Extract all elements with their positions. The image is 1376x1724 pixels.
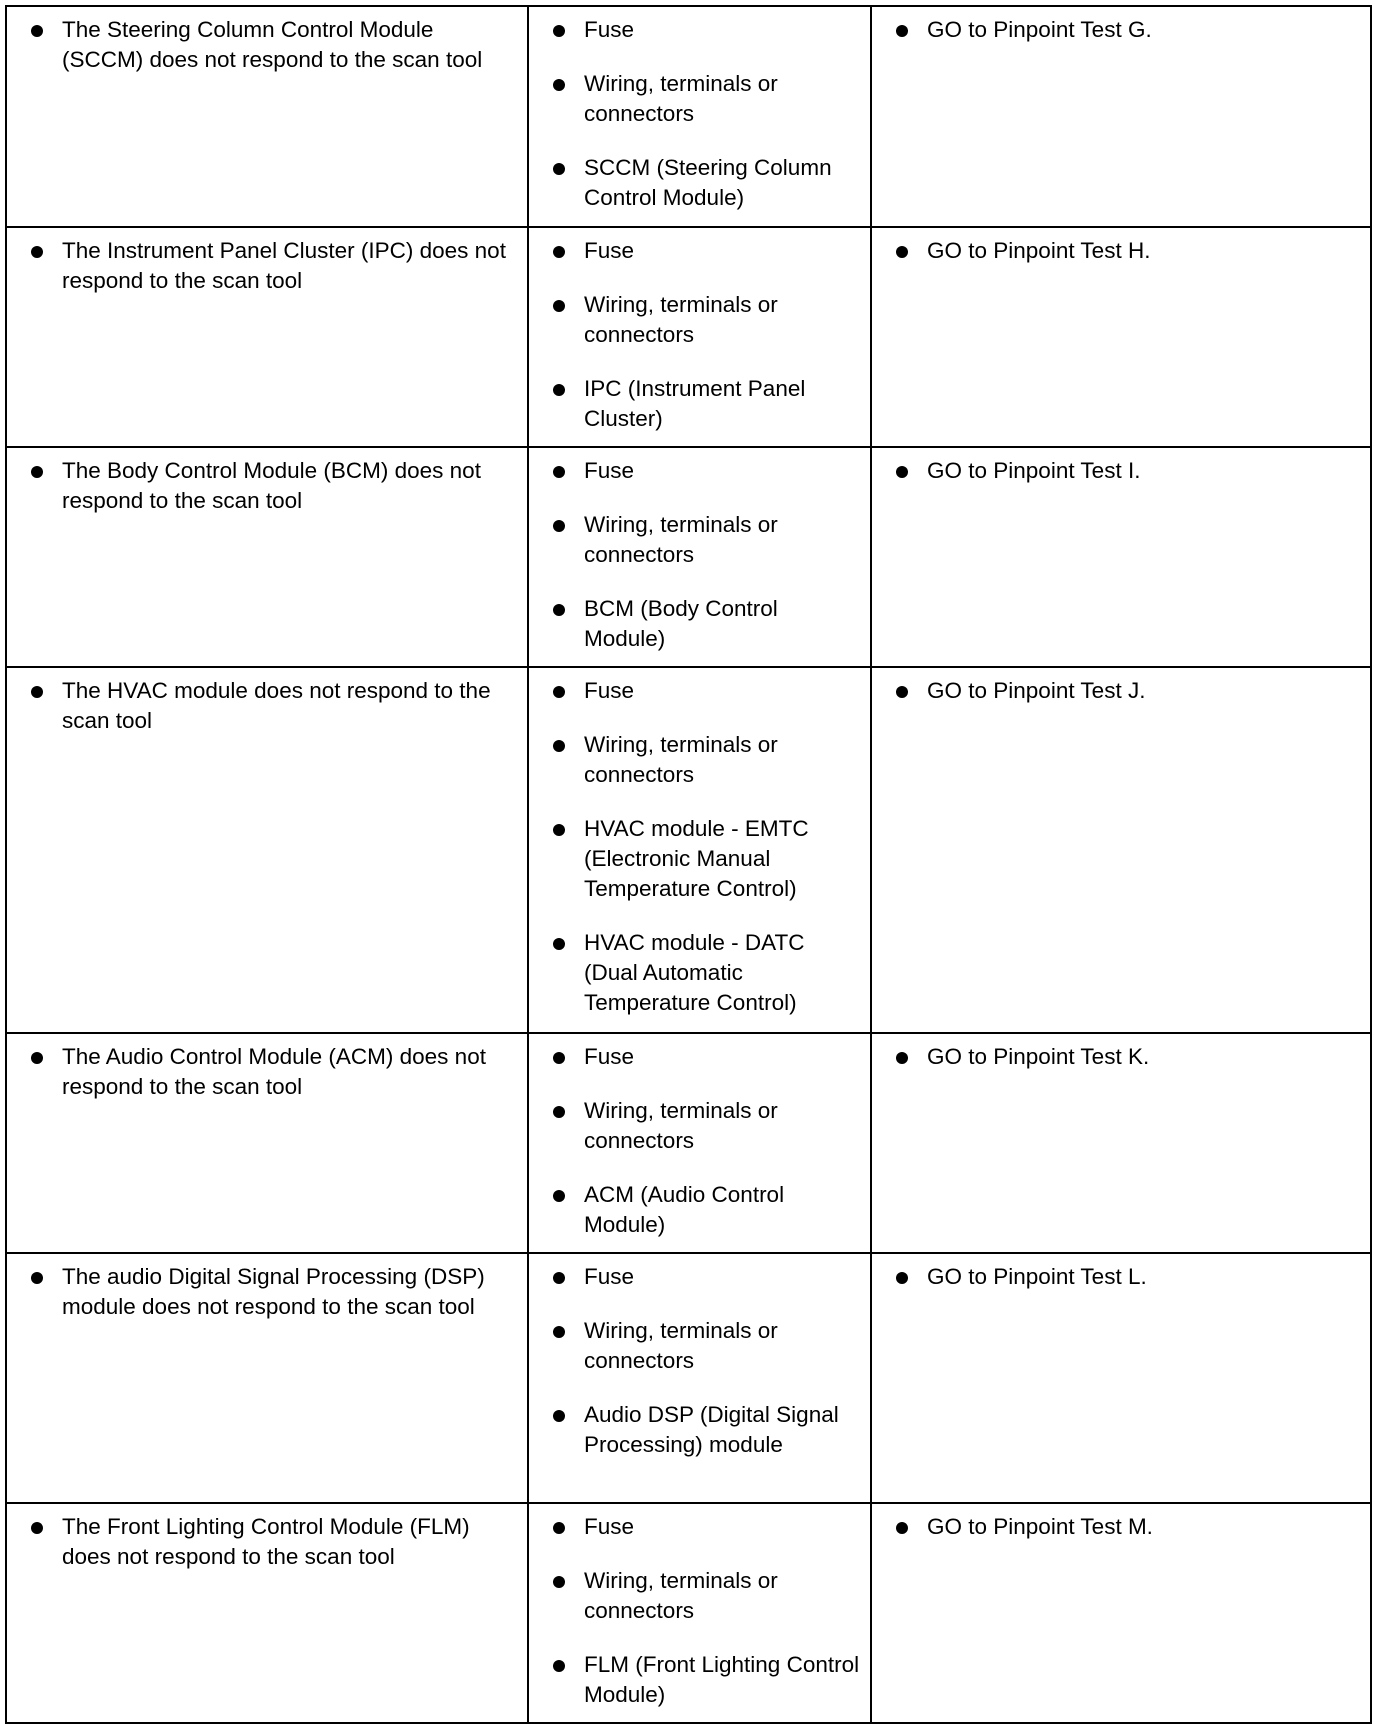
action-text: GO to Pinpoint Test J. bbox=[894, 676, 1360, 706]
condition-text: The Steering Column Control Module (SCCM) does not respond to the scan tool bbox=[29, 15, 517, 75]
source-item: BCM (Body Control Module) bbox=[551, 594, 860, 654]
condition-cell bbox=[6, 227, 528, 447]
source-item: HVAC module - EMTC (Electronic Manual Temperature Control) bbox=[551, 814, 860, 904]
source-item: Wiring, terminals or connectors bbox=[551, 290, 860, 350]
possible-sources-cell bbox=[528, 227, 871, 447]
action-cell bbox=[871, 447, 1371, 667]
action-cell bbox=[871, 1503, 1371, 1723]
source-item: HVAC module - DATC (Dual Automatic Temperature Control) bbox=[551, 928, 860, 1018]
source-item: Fuse bbox=[551, 236, 860, 266]
condition-cell bbox=[6, 6, 528, 227]
condition-text: The audio Digital Signal Processing (DSP) module does not respond to the scan tool bbox=[29, 1262, 517, 1322]
source-item: Fuse bbox=[551, 1042, 860, 1072]
possible-sources-cell bbox=[528, 1253, 871, 1503]
action-text: GO to Pinpoint Test L. bbox=[894, 1262, 1360, 1292]
table-row bbox=[6, 1503, 1371, 1723]
action-text: GO to Pinpoint Test H. bbox=[894, 236, 1360, 266]
source-item: Wiring, terminals or connectors bbox=[551, 510, 860, 570]
source-item: Fuse bbox=[551, 676, 860, 706]
table-row bbox=[6, 1033, 1371, 1253]
possible-sources-cell bbox=[528, 1503, 871, 1723]
table-row bbox=[6, 6, 1371, 227]
source-item: SCCM (Steering Column Control Module) bbox=[551, 153, 860, 213]
source-item: Wiring, terminals or connectors bbox=[551, 1566, 860, 1626]
possible-sources-cell bbox=[528, 667, 871, 1033]
source-item: Fuse bbox=[551, 456, 860, 486]
action-cell bbox=[871, 1033, 1371, 1253]
table-row bbox=[6, 227, 1371, 447]
symptom-chart-table bbox=[5, 5, 1372, 1724]
action-cell bbox=[871, 667, 1371, 1033]
source-item: Fuse bbox=[551, 1512, 860, 1542]
condition-text: The Audio Control Module (ACM) does not respond to the scan tool bbox=[29, 1042, 517, 1102]
condition-cell bbox=[6, 1253, 528, 1503]
action-text: GO to Pinpoint Test I. bbox=[894, 456, 1360, 486]
possible-sources-cell bbox=[528, 6, 871, 227]
condition-text: The Body Control Module (BCM) does not respond to the scan tool bbox=[29, 456, 517, 516]
condition-cell bbox=[6, 1033, 528, 1253]
source-item: Wiring, terminals or connectors bbox=[551, 1316, 860, 1376]
possible-sources-cell bbox=[528, 1033, 871, 1253]
action-cell bbox=[871, 6, 1371, 227]
source-item: Wiring, terminals or connectors bbox=[551, 1096, 860, 1156]
condition-text: The Front Lighting Control Module (FLM) does not respond to the scan tool bbox=[29, 1512, 517, 1572]
possible-sources-cell bbox=[528, 447, 871, 667]
table-row bbox=[6, 1253, 1371, 1503]
source-item: ACM (Audio Control Module) bbox=[551, 1180, 860, 1240]
table-row bbox=[6, 447, 1371, 667]
action-text: GO to Pinpoint Test K. bbox=[894, 1042, 1360, 1072]
source-item: Audio DSP (Digital Signal Processing) module bbox=[551, 1400, 860, 1460]
action-text: GO to Pinpoint Test M. bbox=[894, 1512, 1360, 1542]
source-item: IPC (Instrument Panel Cluster) bbox=[551, 374, 860, 434]
source-item: Fuse bbox=[551, 15, 860, 45]
action-text: GO to Pinpoint Test G. bbox=[894, 15, 1360, 45]
source-item: Wiring, terminals or connectors bbox=[551, 69, 860, 129]
table-row bbox=[6, 667, 1371, 1033]
condition-cell bbox=[6, 1503, 528, 1723]
source-item: FLM (Front Lighting Control Module) bbox=[551, 1650, 860, 1710]
source-item: Wiring, terminals or connectors bbox=[551, 730, 860, 790]
source-item: Fuse bbox=[551, 1262, 860, 1292]
action-cell bbox=[871, 1253, 1371, 1503]
condition-text: The HVAC module does not respond to the scan tool bbox=[29, 676, 517, 736]
condition-cell bbox=[6, 447, 528, 667]
condition-cell bbox=[6, 667, 528, 1033]
action-cell bbox=[871, 227, 1371, 447]
condition-text: The Instrument Panel Cluster (IPC) does not respond to the scan tool bbox=[29, 236, 517, 296]
